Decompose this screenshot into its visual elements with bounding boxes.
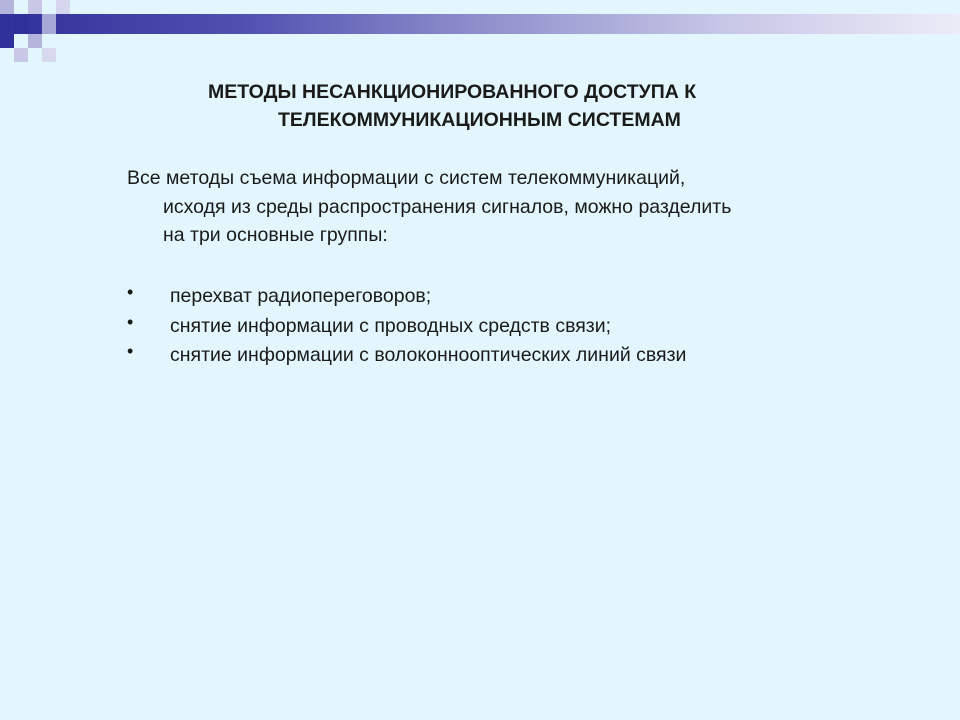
slide-title (150, 78, 870, 134)
deco-square-dark (14, 14, 28, 34)
bullet-text: перехват радиопереговоров; (170, 285, 432, 307)
deco-square-light (14, 48, 28, 62)
deco-square-light (28, 0, 42, 14)
header-gradient-band (0, 14, 960, 34)
deco-square-light (42, 14, 56, 34)
bullet-text: снятие информации с волоконнооптических линий связи (170, 344, 687, 366)
deco-square-light (56, 0, 70, 14)
bullet-dot-icon: • (127, 282, 134, 302)
list-item (127, 282, 887, 312)
slide-title-line-2: ТЕЛЕКОММУНИКАЦИОННЫМ СИСТЕМАМ (278, 109, 681, 131)
list-item (127, 341, 887, 371)
intro-line-1: Все методы съема информации с систем телекоммуникаций, (127, 167, 686, 189)
deco-square-dark (0, 34, 14, 48)
deco-square-light (0, 0, 14, 14)
slide-title-line-1: МЕТОДЫ НЕСАНКЦИОНИРОВАННОГО ДОСТУПА К (208, 81, 697, 103)
bullet-list (127, 282, 887, 371)
bullet-dot-icon: • (127, 311, 134, 332)
intro-paragraph (127, 164, 887, 250)
deco-square-light (28, 34, 42, 48)
list-item (127, 312, 887, 342)
bullet-text: снятие информации с проводных средств связи; (170, 314, 612, 337)
intro-line-3: на три основные группы: (163, 224, 388, 246)
bullet-dot-icon: • (127, 341, 134, 361)
intro-line-2: исходя из среды распространения сигналов, можно разделить (163, 195, 732, 218)
deco-square-light (42, 48, 56, 62)
